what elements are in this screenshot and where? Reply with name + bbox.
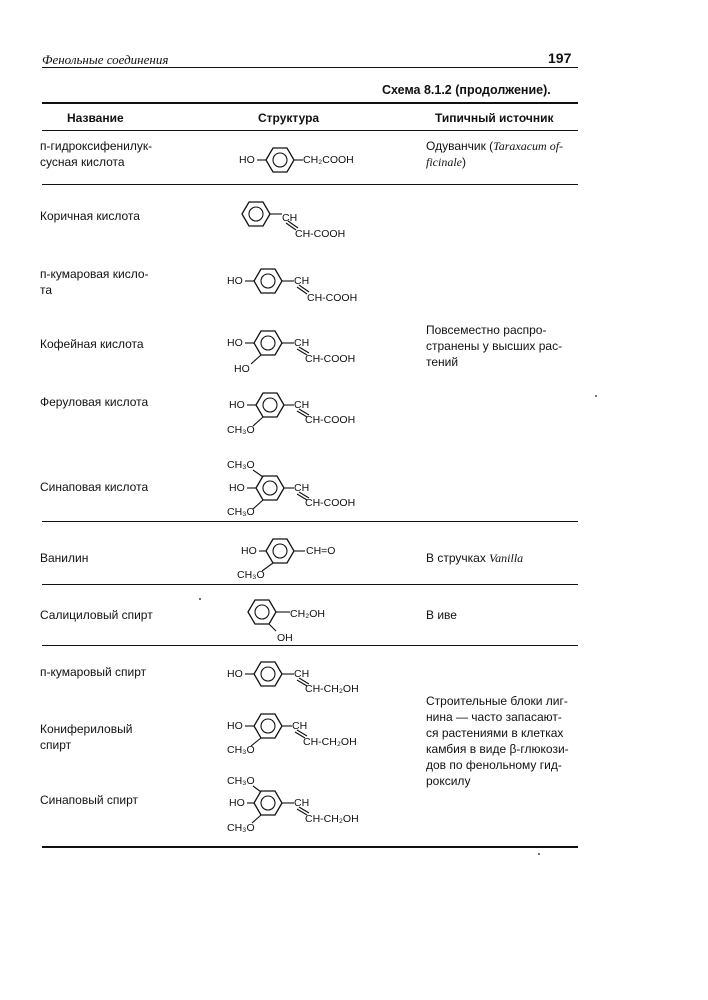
source-line: тений (426, 355, 459, 369)
alcohol-chain-label: CH-CH₂OH (303, 736, 357, 748)
aromatic-circle (261, 336, 275, 350)
side-chain-label: CH₂OH (290, 608, 325, 620)
benzene-ring (256, 393, 284, 417)
aromatic-circle (261, 796, 275, 810)
structure-hydroxyphenylacetic-acid (239, 148, 354, 172)
vinyl-ch-label: CH (294, 797, 310, 809)
name-line: п-гидроксифенилук- (40, 139, 153, 153)
source-text: ) (462, 155, 466, 169)
source-line: ся растениями в клетках (426, 726, 564, 740)
bond (253, 470, 263, 477)
hydroxyl-label: HO (234, 363, 250, 375)
print-speck (538, 853, 540, 855)
hydroxyl-label: HO (229, 797, 245, 809)
column-header-structure: Структура (258, 111, 320, 125)
compound-name (40, 721, 170, 753)
source-lignin (426, 693, 580, 789)
name-line: спирт (40, 738, 72, 752)
species-name: ficinale (426, 155, 462, 169)
print-speck (199, 598, 201, 600)
benzene-ring (248, 600, 276, 624)
methoxy-label: CH₃O (227, 506, 255, 518)
source-line: дов по фенольному гид- (426, 758, 562, 772)
source-dandelion (426, 138, 580, 170)
vinyl-ch-label: CH (294, 275, 310, 287)
structure-p-coumaric-acid (227, 269, 357, 304)
aromatic-circle (255, 605, 269, 619)
benzene-ring (266, 539, 294, 563)
hydroxyl-label: HO (227, 668, 243, 680)
acid-chain-label: CH-COOH (295, 228, 346, 240)
aldehyde-label: CH=O (306, 545, 336, 557)
structure-caffeic-acid (227, 331, 355, 375)
structure-column (220, 0, 410, 1000)
scheme-caption: Схема 8.1.2 (продолжение). (382, 83, 551, 97)
name-line: та (40, 283, 53, 297)
hydroxyl-label: HO (229, 399, 245, 411)
structure-p-coumaryl-alcohol (227, 662, 359, 695)
source-line: нина — часто запасают- (426, 710, 562, 724)
methoxy-label: CH₃O (227, 744, 255, 756)
acid-chain-label: CH-COOH (307, 292, 358, 304)
source-vanilla (426, 550, 580, 566)
vinyl-ch-label: CH (292, 720, 308, 732)
benzene-ring (254, 714, 282, 738)
aromatic-circle (263, 398, 277, 412)
benzene-ring (254, 791, 282, 815)
compound-name: Салициловый спирт (40, 608, 153, 622)
hydroxyl-label: HO (227, 337, 243, 349)
source-hydroxycinnamic (426, 322, 580, 370)
methoxy-label: CH₃O (227, 424, 255, 436)
source-line: роксилу (426, 774, 471, 788)
aromatic-circle (261, 667, 275, 681)
column-header-name: Название (67, 111, 124, 125)
vinyl-ch-label: CH (294, 668, 310, 680)
bond (269, 624, 276, 631)
aromatic-circle (261, 719, 275, 733)
compound-name (40, 138, 170, 170)
bond (251, 355, 261, 364)
structure-cinnamic-acid (242, 202, 345, 240)
running-title: Фенольные соединения (42, 52, 169, 67)
structure-ferulic-acid (227, 393, 355, 436)
page-number: 197 (548, 50, 572, 66)
column-header-source: Типичный источник (435, 111, 554, 125)
methoxy-label: CH₃O (227, 822, 255, 834)
compound-name: Ванилин (40, 551, 89, 565)
source-line: странены у высших рас- (426, 339, 563, 353)
hydroxyl-label: OH (277, 632, 293, 644)
source-line: камбия в виде β-глюкози- (426, 742, 569, 756)
benzene-ring (254, 269, 282, 293)
vinyl-ch-label: CH (294, 337, 310, 349)
methoxy-label: CH₃O (227, 459, 255, 471)
hydroxyl-label: HO (229, 482, 245, 494)
compound-name: Коричная кислота (40, 209, 140, 223)
compound-name: Кофейная кислота (40, 337, 144, 351)
species-name: Taraxacum of- (493, 139, 564, 153)
genus-name: Vanilla (489, 551, 524, 565)
benzene-ring (266, 148, 294, 172)
source-text: В стручках (426, 551, 490, 565)
aromatic-circle (273, 544, 287, 558)
source-line: Повсеместно распро- (426, 323, 547, 337)
hydroxyl-label: HO (241, 545, 257, 557)
double-bond (297, 287, 307, 294)
benzene-ring (254, 662, 282, 686)
structure-vanillin (237, 539, 335, 581)
alcohol-chain-label: CH-CH₂OH (305, 683, 359, 695)
structure-coniferyl-alcohol (227, 714, 357, 756)
aromatic-circle (261, 274, 275, 288)
acid-chain-label: CH-COOH (305, 414, 356, 426)
structure-salicyl-alcohol (248, 600, 325, 644)
acid-chain-label: CH-COOH (305, 497, 356, 509)
name-line: п-кумаровая кисло- (40, 267, 149, 281)
compound-name (40, 266, 170, 298)
methoxy-label: CH₃O (237, 569, 265, 581)
name-line: сусная кислота (40, 155, 125, 169)
structure-sinapic-acid (227, 459, 355, 518)
name-line: Конифериловый (40, 722, 133, 736)
structure-sinapyl-alcohol (227, 775, 359, 834)
hydroxyl-label: HO (239, 154, 255, 166)
hydroxyl-label: HO (227, 720, 243, 732)
bond (253, 786, 261, 792)
source-text: Одуванчик ( (426, 139, 494, 153)
compound-name: Синаповый спирт (40, 793, 138, 807)
vinyl-ch-label: CH (282, 212, 298, 224)
side-chain-label: CH₂COOH (303, 154, 354, 166)
alcohol-chain-label: CH-CH₂OH (305, 813, 359, 825)
aromatic-circle (273, 153, 287, 167)
compound-name: п-кумаровый спирт (40, 665, 147, 679)
aromatic-circle (263, 481, 277, 495)
print-speck (595, 395, 597, 397)
methoxy-label: CH₃O (227, 775, 255, 787)
aromatic-circle (249, 207, 263, 221)
compound-name: Феруловая кислота (40, 395, 149, 409)
vinyl-ch-label: CH (294, 482, 310, 494)
acid-chain-label: CH-COOH (305, 353, 356, 365)
source-willow: В иве (426, 608, 457, 622)
benzene-ring (254, 331, 282, 355)
hydroxyl-label: HO (227, 275, 243, 287)
benzene-ring (256, 476, 284, 500)
vinyl-ch-label: CH (294, 399, 310, 411)
compound-name: Синаповая кислота (40, 480, 149, 494)
source-line: Строительные блоки лиг- (426, 694, 568, 708)
benzene-ring (242, 202, 270, 226)
